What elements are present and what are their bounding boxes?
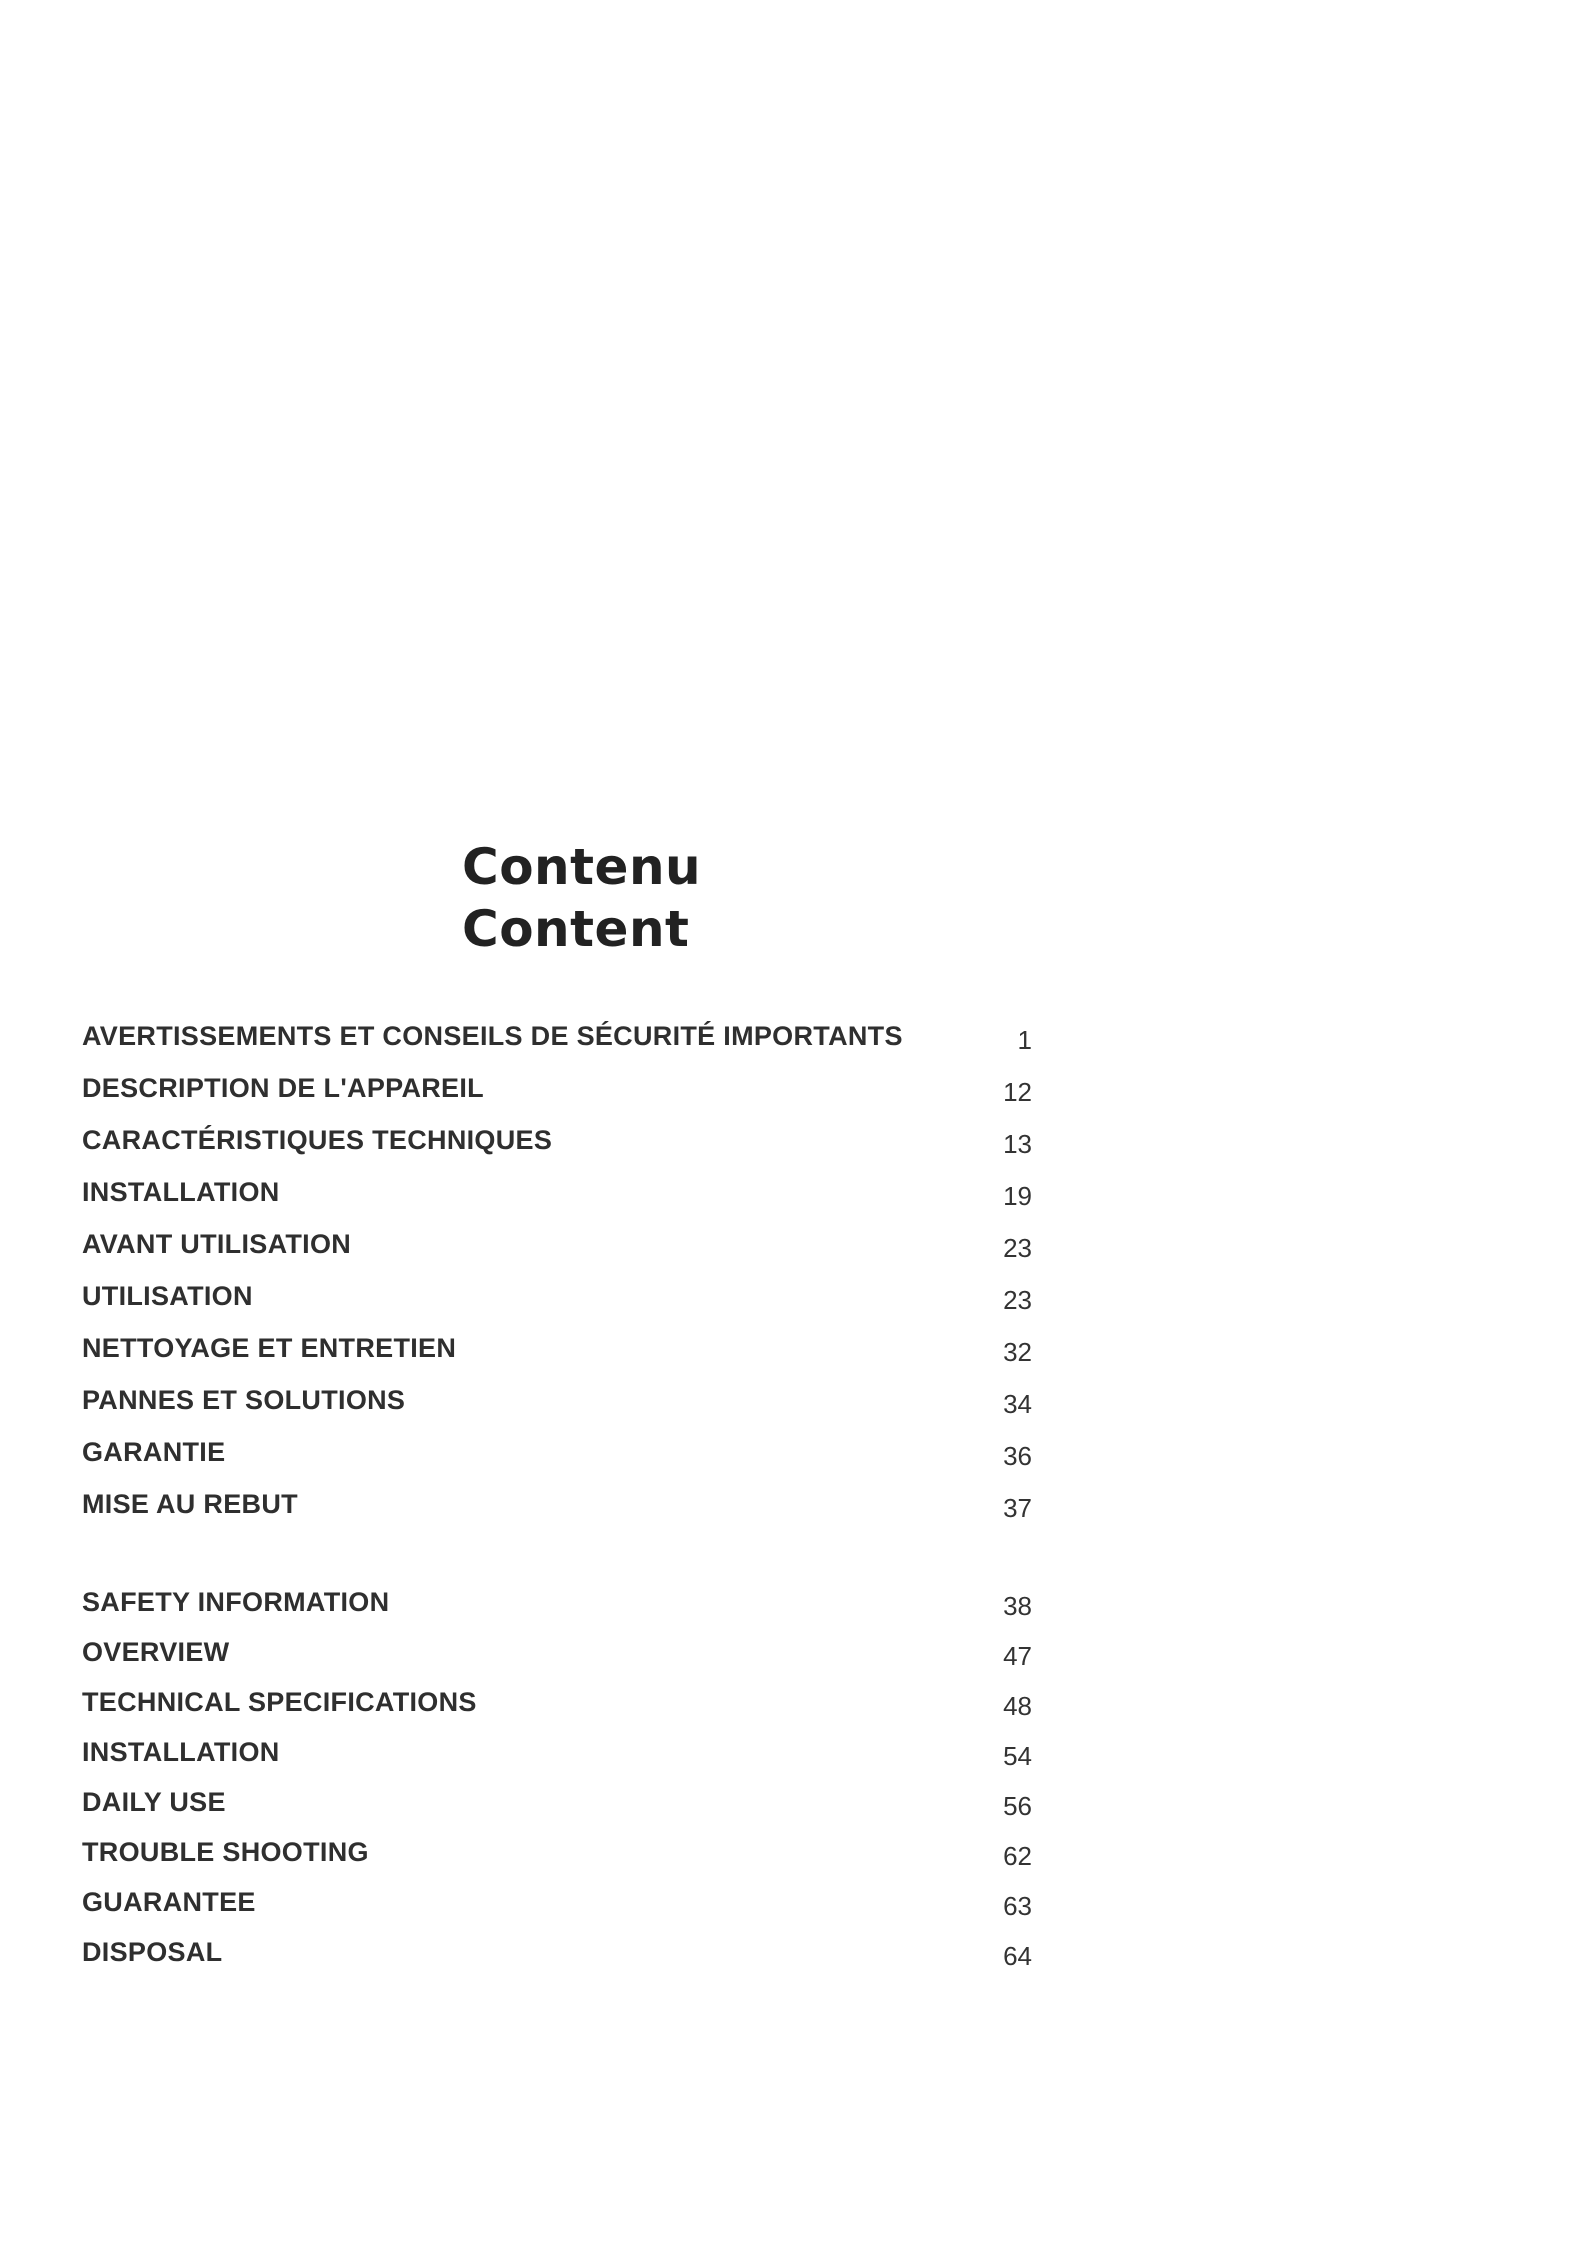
toc-entry-page: 19 xyxy=(1003,1181,1032,1211)
title-french: Contenu xyxy=(462,838,702,896)
toc-entry-page: 1 xyxy=(1017,1025,1032,1055)
toc-entry-label: TECHNICAL SPECIFICATIONS xyxy=(82,1687,477,1717)
toc-entry[interactable] xyxy=(82,1385,1032,1437)
toc-entry-label: PANNES ET SOLUTIONS xyxy=(82,1385,406,1415)
toc-entry[interactable] xyxy=(82,1587,1032,1637)
toc-entry-label: TROUBLE SHOOTING xyxy=(82,1837,369,1867)
toc-entry[interactable] xyxy=(82,1333,1032,1385)
toc-entry-page: 64 xyxy=(1003,1941,1032,1971)
toc-entry-label: AVERTISSEMENTS ET CONSEILS DE SÉCURITÉ IMPORTANTS xyxy=(82,1021,903,1051)
toc-entry[interactable] xyxy=(82,1637,1032,1687)
toc-entry-label: MISE AU REBUT xyxy=(82,1489,298,1519)
toc-entry[interactable] xyxy=(82,1437,1032,1489)
toc-entry-label: GUARANTEE xyxy=(82,1887,256,1917)
toc-entry-label: GARANTIE xyxy=(82,1437,226,1467)
toc-entry-page: 32 xyxy=(1003,1337,1032,1367)
toc-entry-page: 12 xyxy=(1003,1077,1032,1107)
toc-entry[interactable] xyxy=(82,1125,1032,1177)
toc-entry-label: OVERVIEW xyxy=(82,1637,230,1667)
toc-entry-page: 63 xyxy=(1003,1891,1032,1921)
toc-entry[interactable] xyxy=(82,1489,1032,1541)
toc-entry[interactable] xyxy=(82,1177,1032,1229)
toc-entry-page: 34 xyxy=(1003,1389,1032,1419)
toc-entry-page: 48 xyxy=(1003,1691,1032,1721)
toc-entry-page: 47 xyxy=(1003,1641,1032,1671)
toc-entry[interactable] xyxy=(82,1787,1032,1837)
toc-entry[interactable] xyxy=(82,1887,1032,1937)
toc-entry-label: INSTALLATION xyxy=(82,1737,280,1767)
toc-entry-page: 38 xyxy=(1003,1591,1032,1621)
toc-entry[interactable] xyxy=(82,1021,1032,1073)
toc-entry-page: 54 xyxy=(1003,1741,1032,1771)
toc-entry[interactable] xyxy=(82,1737,1032,1787)
toc-entry[interactable] xyxy=(82,1937,1032,1987)
toc-entry[interactable] xyxy=(82,1073,1032,1125)
title-block xyxy=(462,836,701,960)
toc-entry-label: AVANT UTILISATION xyxy=(82,1229,352,1259)
toc-entry-page: 13 xyxy=(1003,1129,1032,1159)
toc-entry[interactable] xyxy=(82,1837,1032,1887)
toc-entry-label: DAILY USE xyxy=(82,1787,226,1817)
table-of-contents-english xyxy=(82,1587,1032,1987)
toc-entry-label: SAFETY INFORMATION xyxy=(82,1587,390,1617)
toc-entry-label: DESCRIPTION DE L'APPAREIL xyxy=(82,1073,484,1103)
table-of-contents-french xyxy=(82,1021,1032,1541)
toc-entry[interactable] xyxy=(82,1687,1032,1737)
toc-entry-label: DISPOSAL xyxy=(82,1937,223,1967)
toc-entry-page: 37 xyxy=(1003,1493,1032,1523)
toc-entry-label: CARACTÉRISTIQUES TECHNIQUES xyxy=(82,1125,553,1155)
toc-entry[interactable] xyxy=(82,1229,1032,1281)
toc-entry-page: 23 xyxy=(1003,1233,1032,1263)
toc-entry-page: 62 xyxy=(1003,1841,1032,1871)
toc-entry-page: 36 xyxy=(1003,1441,1032,1471)
toc-entry[interactable] xyxy=(82,1281,1032,1333)
toc-entry-label: INSTALLATION xyxy=(82,1177,280,1207)
toc-entry-label: NETTOYAGE ET ENTRETIEN xyxy=(82,1333,457,1363)
toc-entry-label: UTILISATION xyxy=(82,1281,253,1311)
toc-entry-page: 23 xyxy=(1003,1285,1032,1315)
toc-entry-page: 56 xyxy=(1003,1791,1032,1821)
title-english: Content xyxy=(462,900,690,958)
